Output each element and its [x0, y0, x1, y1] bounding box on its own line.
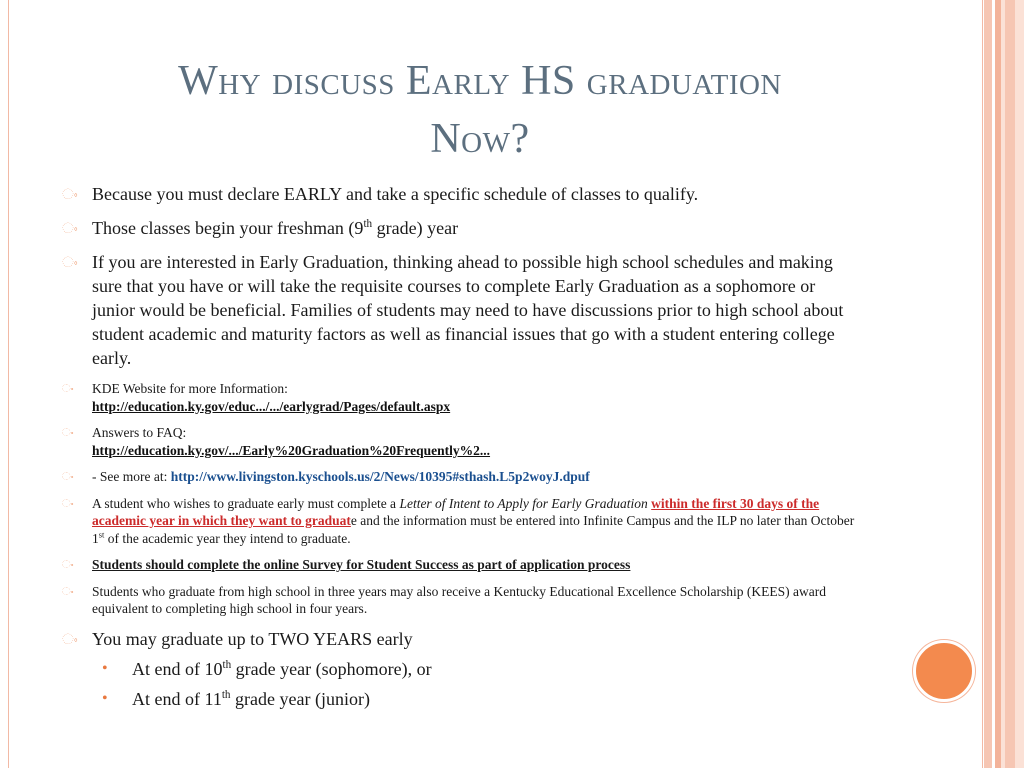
bullet-icon: ං — [62, 255, 78, 271]
bullet-text: Students should complete the online Survey for Student Success as part of application process — [92, 557, 631, 572]
bullet-see-more — [62, 468, 862, 486]
sub-bullet-junior — [102, 687, 862, 711]
title-line-1: Why discuss Early HS graduation — [178, 58, 782, 104]
bullet-text: A student who wishes to graduate early must complete a Letter of Intent to Apply for Early Graduation within the first 30 days of the academic year in which they want to graduate and the information must be entered into Infinite Campus and the ILP no later than October 1st of the academic year they intend to graduate. — [92, 495, 855, 546]
bullet-text: Students who graduate from high school in three years may also receive a Kentucky Educational Excellence Scholarship (KEES) award equivalent to completing high school in four years. — [92, 583, 827, 616]
bullet-icon: ං — [62, 585, 74, 598]
bullet-icon: ං — [62, 497, 74, 510]
bullet-text: If you are interested in Early Graduation, thinking ahead to possible high school schedules and making sure that you have or will take the requisite courses to complete Early Graduation as a sophomore or junior would be beneficial. Families of students may need to have discussions prior to high school about student academic and maturity factors as well as financial issues that go with a student entering college early. — [92, 252, 844, 368]
title-line-2: Now? — [430, 116, 530, 162]
accent-circle — [913, 640, 975, 702]
kde-label: KDE Website for more Information: — [92, 381, 288, 396]
bullet-faq — [62, 424, 862, 459]
bullet-freshman-year — [62, 216, 862, 240]
kde-link[interactable]: http://education.ky.gov/educ.../.../earlygrad/Pages/default.aspx — [92, 398, 451, 414]
bullet-icon: ං — [62, 221, 78, 237]
livingston-link[interactable]: http://www.livingston.kyschools.us/2/News/10395#sthash.L5p2woyJ.dpuf — [170, 469, 590, 484]
faq-label: Answers to FAQ: — [92, 425, 187, 440]
bullet-icon: ං — [62, 631, 78, 648]
bullet-icon: ං — [62, 383, 74, 395]
see-more-label: - See more at: — [92, 469, 171, 484]
sub-bullet-icon: • — [102, 689, 108, 707]
bullet-interested — [62, 250, 862, 370]
decor-stripe — [1015, 0, 1024, 768]
sub-bullet-icon: • — [102, 659, 108, 677]
bullet-kde-website — [62, 380, 862, 415]
bullet-icon: ං — [62, 559, 74, 571]
bullet-icon: ං — [62, 471, 74, 483]
bullet-two-years — [62, 627, 862, 651]
sub-bullet-text: At end of 10th grade year (sophomore), or — [132, 658, 432, 679]
bullet-text: Those classes begin your freshman (9th grade) year — [92, 218, 459, 238]
bullet-kees — [62, 583, 862, 618]
sub-bullet-text: At end of 11th grade year (junior) — [132, 688, 370, 709]
slide-title — [60, 52, 900, 168]
faq-link[interactable]: http://education.ky.gov/.../Early%20Graduation%20Frequently%2... — [92, 442, 491, 458]
bullet-icon: ං — [62, 427, 74, 439]
bullet-letter-of-intent — [62, 495, 862, 548]
bullet-text: You may graduate up to TWO YEARS early — [92, 628, 413, 649]
decor-stripe — [984, 0, 992, 768]
deadline-highlight: within the first 30 days of the academic year in which they want to graduat — [92, 495, 820, 528]
bullet-icon: ං — [62, 187, 78, 203]
bullet-survey — [62, 556, 862, 574]
bullet-declare-early — [62, 182, 862, 206]
sub-bullet-sophomore — [102, 657, 862, 681]
slide-content — [62, 182, 862, 717]
decor-stripe — [1005, 0, 1015, 768]
bullet-text: Because you must declare EARLY and take a specific schedule of classes to qualify. — [92, 184, 699, 204]
